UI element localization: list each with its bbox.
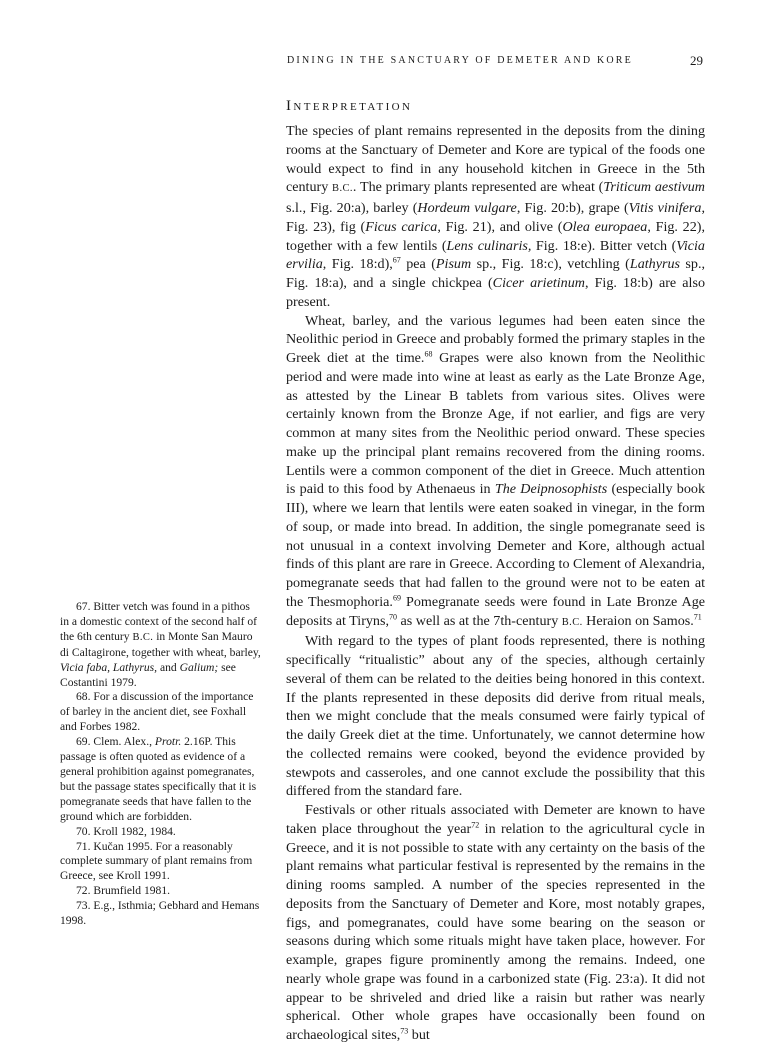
text-run: 67. Bitter vetch was found in a pithos in a domestic context of the second half of the 6th century	[60, 600, 258, 643]
small-caps-text: B.C.	[332, 183, 353, 195]
footnote	[60, 735, 261, 824]
section-heading: Interpretation	[286, 98, 413, 114]
text-run: and	[157, 660, 180, 674]
footnote	[60, 690, 261, 735]
footnote	[60, 825, 261, 840]
text-run: Festivals or other rituals associated with Demeter are known to have taken place throughout the year	[286, 802, 705, 837]
italic-text: Pisum	[435, 256, 472, 273]
text-run: , Fig. 22), together with a few lentils (	[286, 218, 705, 254]
italic-text: Vitis vinifera	[628, 200, 702, 216]
text-run: 70. Kroll 1982, 1984.	[76, 824, 176, 838]
italic-text: Vicia faba, Lathyrus,	[60, 660, 158, 674]
text-run: Wheat, barley, and the various legumes had been eaten since the Neolithic period in Greece and probably formed the primary staples in the Greek diet at the time.	[286, 312, 705, 366]
italic-text: Protr.	[154, 735, 182, 749]
text-run: , Fig. 21), and olive (	[437, 218, 563, 235]
text-run: but	[408, 1027, 430, 1043]
note-ref: 71	[693, 611, 702, 621]
text-run: pea (	[400, 256, 436, 273]
text-run: , Fig. 23), fig (	[286, 200, 705, 235]
italic-text: Olea europaea	[562, 218, 648, 235]
text-run: s.l., Fig. 20:a), barley (	[286, 200, 418, 216]
main-text	[286, 122, 705, 1045]
small-caps-text: B.C.	[561, 616, 583, 628]
text-run: in relation to the agricultural cycle in Greece, and it is not possible to state with any certainty on the basis of the plant remains what particular festival is represented by the remains in the dining rooms sampled. A number of the species represented in the deposits from the Sanctuary of Demeter and Kore, most notably grapes, figs, and pomegranates, could have some bearing on the season or seasons during which some rituals might have taken place, however. For example, grapes figure prominently among the remains. Indeed, one nearly whole grape was found in a carbonized state (Fig. 23:a). It did not appear to be shriveled and dried like a raisin but rather was nearly spherical. Other whole grapes have occasionally been found on archaeological sites,	[286, 820, 705, 1043]
italic-text: Cicer arietinum	[492, 275, 585, 291]
paragraph	[286, 801, 705, 1045]
text-run: Grapes were also known from the Neolithic period and were made into wine at least as early as the Late Bronze Age, as attested by the Linear B tablets from various sites. Olives were certainly known from the Bronze Age, if not earlier, and figs are very common at many sites from the Neolithic period onward. These species make up the principal plant remains recovered from the dining rooms. Lentils were a common component of the diet in Greece. Much attention is paid to this food by Athenaeus in	[286, 350, 705, 498]
footnotes	[60, 600, 261, 929]
text-run: With regard to the types of plant foods represented, there is nothing specifically “ritualistic” about any of the species, although certainly several of them can be related to the deities being honored in this context. If the plants represented in these deposits did derive from ritual meals, then we might conclude that the meals consumed were fairly typical of the daily Greek diet at the time. Unfortunately, we cannot determine how the collected remains were cooked, beyond the evidence provided by stewpots and casseroles, and one cannot exclude the possibility that this differed from the standard fare.	[286, 633, 705, 800]
text-run: . The primary plants represented are wheat (	[352, 179, 604, 196]
note-ref: 73	[400, 1026, 409, 1036]
text-run: , Fig. 18:d),	[322, 256, 393, 273]
text-run: 2.16P. This passage is often quoted as evidence of a general prohibition against pomegranates, but the passage states specifically that it is pomegranate seeds that have fallen to the ground which are forbidden.	[60, 735, 257, 823]
text-run: sp., Fig. 18:a), and a single chickpea (	[286, 256, 705, 291]
note-ref: 67	[392, 255, 401, 265]
italic-text: Galium;	[179, 660, 219, 674]
running-head: DINING IN THE SANCTUARY OF DEMETER AND KORE	[287, 55, 633, 66]
page-number: 29	[690, 53, 703, 68]
text-run: sp., Fig. 18:c), vetchling (	[471, 256, 630, 273]
text-run: 71. Kučan 1995. For a reasonably complete summary of plant remains from Greece, see Kroll 1991.	[60, 839, 253, 883]
text-run: 73. E.g., Isthmia; Gebhard and Hemans 1998.	[60, 899, 260, 928]
italic-text: Triticum aestivum	[603, 179, 705, 196]
italic-text: Lathyrus	[629, 256, 680, 273]
paragraph	[286, 122, 705, 312]
text-run: Heraion on Samos.	[582, 612, 694, 629]
italic-text: Lens culinaris,	[446, 237, 532, 254]
note-ref: 69	[392, 593, 401, 603]
text-run: 68. For a discussion of the importance of barley in the ancient diet, see Foxhall and Forbes 1982.	[60, 690, 254, 734]
text-run: as well as at the 7th-century	[397, 612, 562, 629]
note-ref: 68	[424, 349, 433, 359]
italic-text: The Deipnosophists	[494, 481, 608, 498]
text-run: 69. Clem. Alex.,	[76, 735, 155, 749]
text-run: see Costantini 1979.	[60, 660, 236, 689]
footnote	[60, 884, 261, 899]
note-ref: 72	[471, 820, 480, 830]
small-caps-text: B.C.	[132, 631, 154, 643]
footnote	[60, 899, 261, 929]
footnote	[60, 600, 261, 690]
italic-text: Vicia ervilia	[286, 237, 705, 273]
text-run: , Fig. 20:b), grape (	[516, 200, 629, 216]
italic-text: Hordeum vulgare	[417, 200, 517, 216]
text-run: The species of plant remains represented in the deposits from the dining rooms at the Sanctuary of Demeter and Kore are typical of the foods one would expect to find in any household kitchen in Greece in the 5th century	[286, 123, 705, 196]
italic-text: Ficus carica	[365, 218, 438, 235]
text-run: Fig. 18:e). Bitter vetch (	[531, 237, 677, 254]
note-ref: 70	[389, 611, 397, 621]
paragraph	[286, 312, 705, 633]
text-run: in Monte San Mauro di Caltagirone, together with wheat, barley,	[60, 629, 261, 659]
text-run: Pomegranate seeds were found in Late Bronze Age deposits at Tiryns,	[286, 593, 705, 629]
text-run: (especially book III), where we learn that lentils were eaten soaked in vinegar, in the form of soup, or made into bread. In addition, the single pomegranate seed is not unusual in a context involving Demeter and Kore, although actual finds of this plant are rare in Greece. According to Clement of Alexandria, pomegranate seeds that had fallen to the ground were not to be eaten at the Thesmophoria.	[286, 481, 705, 610]
text-run: 72. Brumfield 1981.	[76, 884, 171, 898]
text-run: , Fig. 18:b) are also present.	[286, 275, 705, 310]
paragraph	[286, 632, 705, 801]
footnote	[60, 840, 261, 885]
